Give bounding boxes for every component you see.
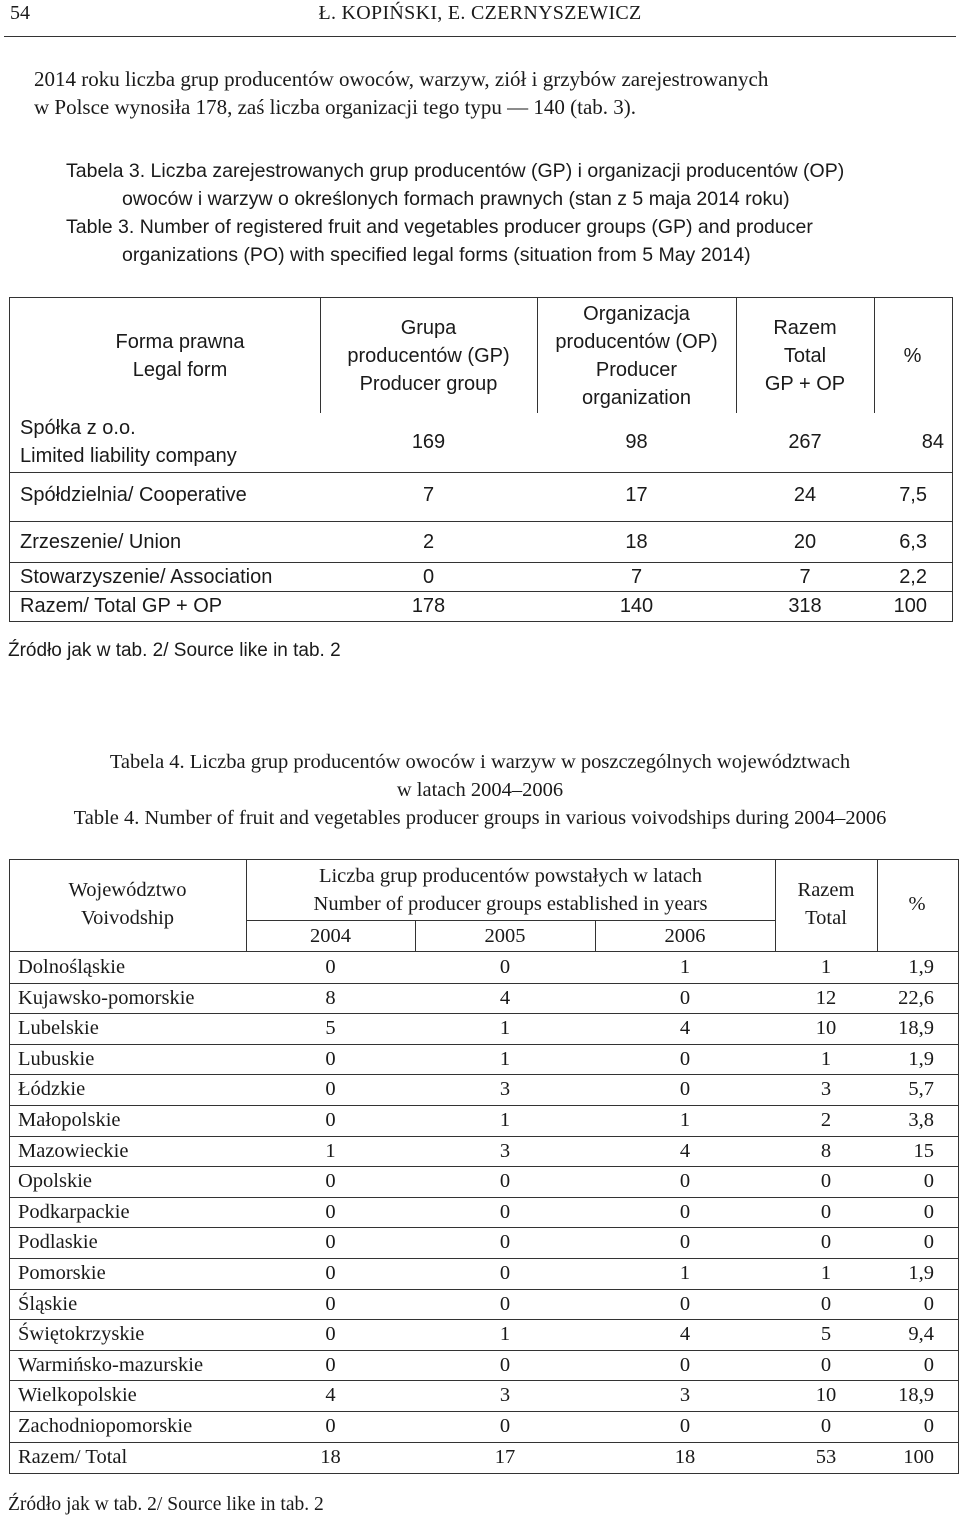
table4-cell: 1 bbox=[499, 1109, 511, 1131]
table4-cell: 18 bbox=[674, 1445, 696, 1468]
table4-head-pct: % bbox=[908, 893, 926, 915]
table3-caption-en bbox=[66, 213, 956, 269]
running-header-authors: Ł. KOPIŃSKI, E. CZERNYSZEWICZ bbox=[318, 2, 642, 24]
row-divider bbox=[9, 1044, 958, 1045]
table4-cell: 5,7 bbox=[908, 1078, 934, 1101]
table3-cell: 140 bbox=[619, 595, 654, 617]
table4-cell: 17 bbox=[494, 1445, 516, 1468]
table4-cell: 0 bbox=[325, 1170, 336, 1193]
table4-cell: 0 bbox=[325, 1231, 336, 1254]
table4-cell: 18 bbox=[320, 1445, 341, 1468]
table3-cell: 7,5 bbox=[899, 484, 927, 506]
row-divider bbox=[9, 1013, 958, 1014]
table3-row-label: Zrzeszenie/ Union bbox=[20, 531, 182, 553]
table4-cell: 22,6 bbox=[898, 986, 934, 1009]
voivodship-name: Mazowieckie bbox=[18, 1139, 129, 1162]
intro-paragraph bbox=[34, 65, 954, 121]
table4-cell: 15 bbox=[913, 1139, 934, 1162]
voivodship-name: Podkarpackie bbox=[18, 1200, 130, 1223]
table3-row-label: Stowarzyszenie/ Association bbox=[20, 566, 273, 588]
table4-cell: 3 bbox=[499, 1078, 511, 1101]
table4-cell: 0 bbox=[325, 1109, 336, 1131]
table4-cell: 0 bbox=[679, 1292, 691, 1315]
table3-caption-pl-line-2: owoców i warzyw o określonych formach prawnych (stan z 5 maja 2014 roku) bbox=[122, 188, 790, 210]
header-rule bbox=[4, 36, 956, 37]
table3-row-label: Spółdzielnia/ Cooperative bbox=[20, 484, 247, 506]
table4-head-groups: Liczba grup producentów powstałych w latach Number of producer groups established in years bbox=[313, 865, 708, 915]
table4-cell: 0 bbox=[325, 1200, 336, 1223]
table4-cell: 18,9 bbox=[898, 1017, 934, 1040]
table3-cell: 7 bbox=[799, 566, 811, 588]
table4-cell: 18,9 bbox=[898, 1384, 934, 1407]
table4-cell: 1 bbox=[820, 1047, 832, 1070]
row-divider bbox=[9, 1411, 958, 1412]
table4-cell: 0 bbox=[923, 1415, 934, 1437]
table4-caption-pl-line-1: Tabela 4. Liczba grup producentów owoców i warzyw w poszczególnych województwach bbox=[109, 751, 851, 773]
table3-cell: 267 bbox=[788, 431, 822, 453]
voivodship-name: Łódzkie bbox=[18, 1078, 86, 1101]
table4-cell: 0 bbox=[499, 1292, 511, 1315]
table4-cell: 0 bbox=[325, 956, 336, 978]
table3-head-gp: Grupa producentów (GP) Producer group bbox=[347, 317, 510, 395]
table3-cell: 17 bbox=[625, 484, 648, 506]
table4-cell: 2 bbox=[820, 1109, 832, 1131]
table4-cell: 0 bbox=[679, 1353, 691, 1376]
table3-row-label: Razem/ Total GP + OP bbox=[20, 595, 223, 617]
table3-cell: 2 bbox=[422, 531, 435, 553]
table4-cell: 0 bbox=[923, 1170, 934, 1193]
table4-cell: 0 bbox=[499, 1231, 511, 1254]
table3-cell: 84 bbox=[921, 431, 944, 453]
table4-cell: 0 bbox=[325, 1415, 336, 1437]
table4-cell: 1 bbox=[679, 1262, 691, 1284]
table4-cell: 0 bbox=[325, 1078, 336, 1101]
table3-head-pct: % bbox=[903, 345, 922, 367]
table4-cell: 1,9 bbox=[908, 1047, 934, 1070]
table4-cell: 0 bbox=[325, 1292, 336, 1315]
table4-cell: 4 bbox=[679, 1323, 691, 1346]
table4-cell: 3,8 bbox=[908, 1109, 934, 1131]
table4-cell: 5 bbox=[820, 1323, 832, 1346]
table3-caption-pl-line-1: Tabela 3. Liczba zarejestrowanych grup producentów (GP) i organizacji producentów (OP) bbox=[66, 160, 845, 182]
table4-cell: 100 bbox=[903, 1445, 934, 1468]
table4-cell: 0 bbox=[923, 1353, 934, 1376]
table4-cell: 0 bbox=[820, 1231, 832, 1254]
table3-cell: 0 bbox=[422, 566, 435, 588]
row-divider bbox=[9, 1197, 958, 1198]
table4-head-total: Razem Total bbox=[797, 879, 855, 929]
table3-cell: 7 bbox=[630, 566, 643, 588]
voivodship-name: Razem/ Total bbox=[18, 1445, 128, 1468]
voivodship-name: Małopolskie bbox=[18, 1109, 121, 1131]
table4-cell: 0 bbox=[820, 1353, 832, 1376]
row-divider bbox=[9, 1227, 958, 1228]
table3-cell: 169 bbox=[411, 431, 446, 453]
row-divider bbox=[9, 1350, 958, 1351]
table3-caption-en-line-1: Table 3. Number of registered fruit and vegetables producer groups (GP) and producer bbox=[66, 216, 813, 238]
table4-cell: 0 bbox=[325, 1047, 336, 1070]
table4-cell: 0 bbox=[820, 1200, 832, 1223]
table4-cell: 0 bbox=[325, 1353, 336, 1376]
table4-cell: 1 bbox=[820, 956, 832, 978]
table4-cell: 0 bbox=[679, 1078, 691, 1101]
table4-head-voivodship: Województwo Voivodship bbox=[68, 879, 187, 929]
row-divider bbox=[9, 1258, 958, 1259]
table3-cell: 178 bbox=[411, 595, 446, 617]
table4-cell: 10 bbox=[815, 1384, 837, 1407]
intro-line-2: w Polsce wynosiła 178, zaś liczba organizacji tego typu — 140 (tab. 3). bbox=[34, 95, 637, 119]
table4-cell: 1 bbox=[499, 1017, 511, 1040]
table4-cell: 0 bbox=[499, 1353, 511, 1376]
table4-head-2005: 2005 bbox=[484, 925, 526, 947]
voivodship-name: Zachodniopomorskie bbox=[18, 1415, 193, 1437]
table4-cell: 53 bbox=[815, 1445, 837, 1468]
voivodship-name: Lubuskie bbox=[18, 1047, 95, 1070]
voivodship-name: Kujawsko-pomorskie bbox=[18, 986, 195, 1009]
table3-cell: 100 bbox=[893, 595, 927, 617]
table4-cell: 0 bbox=[679, 1170, 691, 1193]
table3-cell: 98 bbox=[625, 431, 648, 453]
table4-cell: 0 bbox=[820, 1415, 832, 1437]
voivodship-name: Śląskie bbox=[18, 1292, 78, 1315]
table3-cell: 7 bbox=[422, 484, 435, 506]
table4-cell: 1 bbox=[820, 1262, 832, 1284]
table4-head-2004: 2004 bbox=[310, 925, 351, 947]
table4-cell: 0 bbox=[679, 1200, 691, 1223]
table4-cell: 0 bbox=[820, 1170, 832, 1193]
table4-cell: 1 bbox=[325, 1139, 336, 1162]
table4-cell: 0 bbox=[499, 956, 511, 978]
table4-cell: 0 bbox=[499, 1262, 511, 1284]
table4-caption-en: Table 4. Number of fruit and vegetables producer groups in various voivodships during 2004–2006 bbox=[73, 807, 887, 829]
table3-head-total: Razem Total GP + OP bbox=[764, 317, 846, 395]
row-divider bbox=[9, 1136, 958, 1137]
table3-cell: 24 bbox=[793, 484, 817, 506]
table3-row-label: Spółka z o.o. Limited liability company bbox=[20, 417, 237, 467]
voivodship-name: Pomorskie bbox=[18, 1262, 106, 1284]
row-divider bbox=[9, 1105, 958, 1106]
table4-cell: 0 bbox=[325, 1323, 336, 1346]
table4-cell: 1 bbox=[499, 1047, 511, 1070]
table3-caption-en-line-2: organizations (PO) with specified legal forms (situation from 5 May 2014) bbox=[122, 244, 751, 266]
table3-cell: 6,3 bbox=[899, 531, 927, 553]
table3-caption-pl bbox=[66, 157, 956, 213]
table4-cell: 0 bbox=[820, 1292, 832, 1315]
table4-cell: 0 bbox=[923, 1292, 934, 1315]
voivodship-name: Podlaskie bbox=[18, 1231, 98, 1254]
table3-cell: 18 bbox=[625, 531, 648, 553]
row-divider bbox=[9, 1442, 958, 1443]
table3-cell: 20 bbox=[793, 531, 817, 553]
table3-head-form: Forma prawna Legal form bbox=[115, 331, 245, 381]
row-divider bbox=[9, 1166, 958, 1167]
voivodship-name: Warmińsko-mazurskie bbox=[18, 1353, 204, 1376]
table4-cell: 3 bbox=[820, 1078, 832, 1101]
table4-cell: 4 bbox=[499, 986, 511, 1009]
table4-cell: 4 bbox=[325, 1384, 336, 1407]
page-number: 54 bbox=[10, 2, 30, 24]
table4-cell: 3 bbox=[499, 1384, 511, 1407]
table4-caption-pl bbox=[0, 748, 960, 804]
table4-cell: 4 bbox=[679, 1139, 691, 1162]
row-divider bbox=[9, 1319, 958, 1320]
table4-cell: 0 bbox=[679, 1231, 691, 1254]
table4-cell: 1 bbox=[679, 1109, 691, 1131]
voivodship-name: Wielkopolskie bbox=[18, 1384, 137, 1407]
row-divider bbox=[9, 1289, 958, 1290]
table4-cell: 3 bbox=[499, 1139, 511, 1162]
table4-cell: 1,9 bbox=[908, 956, 934, 978]
table4-cell: 10 bbox=[815, 1017, 837, 1040]
table4-cell: 9,4 bbox=[908, 1323, 934, 1346]
table4-cell: 8 bbox=[820, 1139, 832, 1162]
table4-head-2006: 2006 bbox=[664, 925, 706, 947]
table4-cell: 4 bbox=[679, 1017, 691, 1040]
voivodship-name: Opolskie bbox=[18, 1170, 93, 1193]
table4-cell: 3 bbox=[679, 1384, 691, 1407]
row-divider bbox=[9, 983, 958, 984]
row-divider bbox=[9, 1380, 958, 1381]
voivodship-name: Dolnośląskie bbox=[18, 956, 126, 978]
table4-cell: 0 bbox=[499, 1170, 511, 1193]
table4-cell: 1,9 bbox=[908, 1262, 934, 1284]
table4-cell: 0 bbox=[325, 1262, 336, 1284]
voivodship-name: Świętokrzyskie bbox=[18, 1323, 145, 1346]
table3-cell: 2,2 bbox=[899, 566, 927, 588]
table4-cell: 0 bbox=[499, 1415, 511, 1437]
table4-cell: 1 bbox=[499, 1323, 511, 1346]
table3-head-op: Organizacja producentów (OP) Producer organization bbox=[555, 303, 718, 409]
table4-cell: 0 bbox=[679, 986, 691, 1009]
table4-cell: 12 bbox=[815, 986, 837, 1009]
table4-cell: 0 bbox=[679, 1415, 691, 1437]
table3-source: Źródło jak w tab. 2/ Source like in tab. 2 bbox=[8, 640, 341, 661]
table4-caption-pl-line-2: w latach 2004–2006 bbox=[396, 779, 564, 801]
table4-cell: 5 bbox=[325, 1017, 336, 1040]
table4-source: Źródło jak w tab. 2/ Source like in tab. 2 bbox=[8, 1494, 324, 1515]
table4-cell: 0 bbox=[923, 1231, 934, 1254]
table4-cell: 0 bbox=[499, 1200, 511, 1223]
intro-line-1: 2014 roku liczba grup producentów owoców, warzyw, ziół i grzybów zarejestrowanych bbox=[34, 67, 769, 91]
table3-cell: 318 bbox=[788, 595, 822, 617]
table4-cell: 1 bbox=[679, 956, 691, 978]
table4-cell: 8 bbox=[325, 986, 336, 1009]
table4-cell: 0 bbox=[923, 1200, 934, 1223]
voivodship-name: Lubelskie bbox=[18, 1017, 99, 1040]
row-divider bbox=[9, 1074, 958, 1075]
table4-cell: 0 bbox=[679, 1047, 691, 1070]
